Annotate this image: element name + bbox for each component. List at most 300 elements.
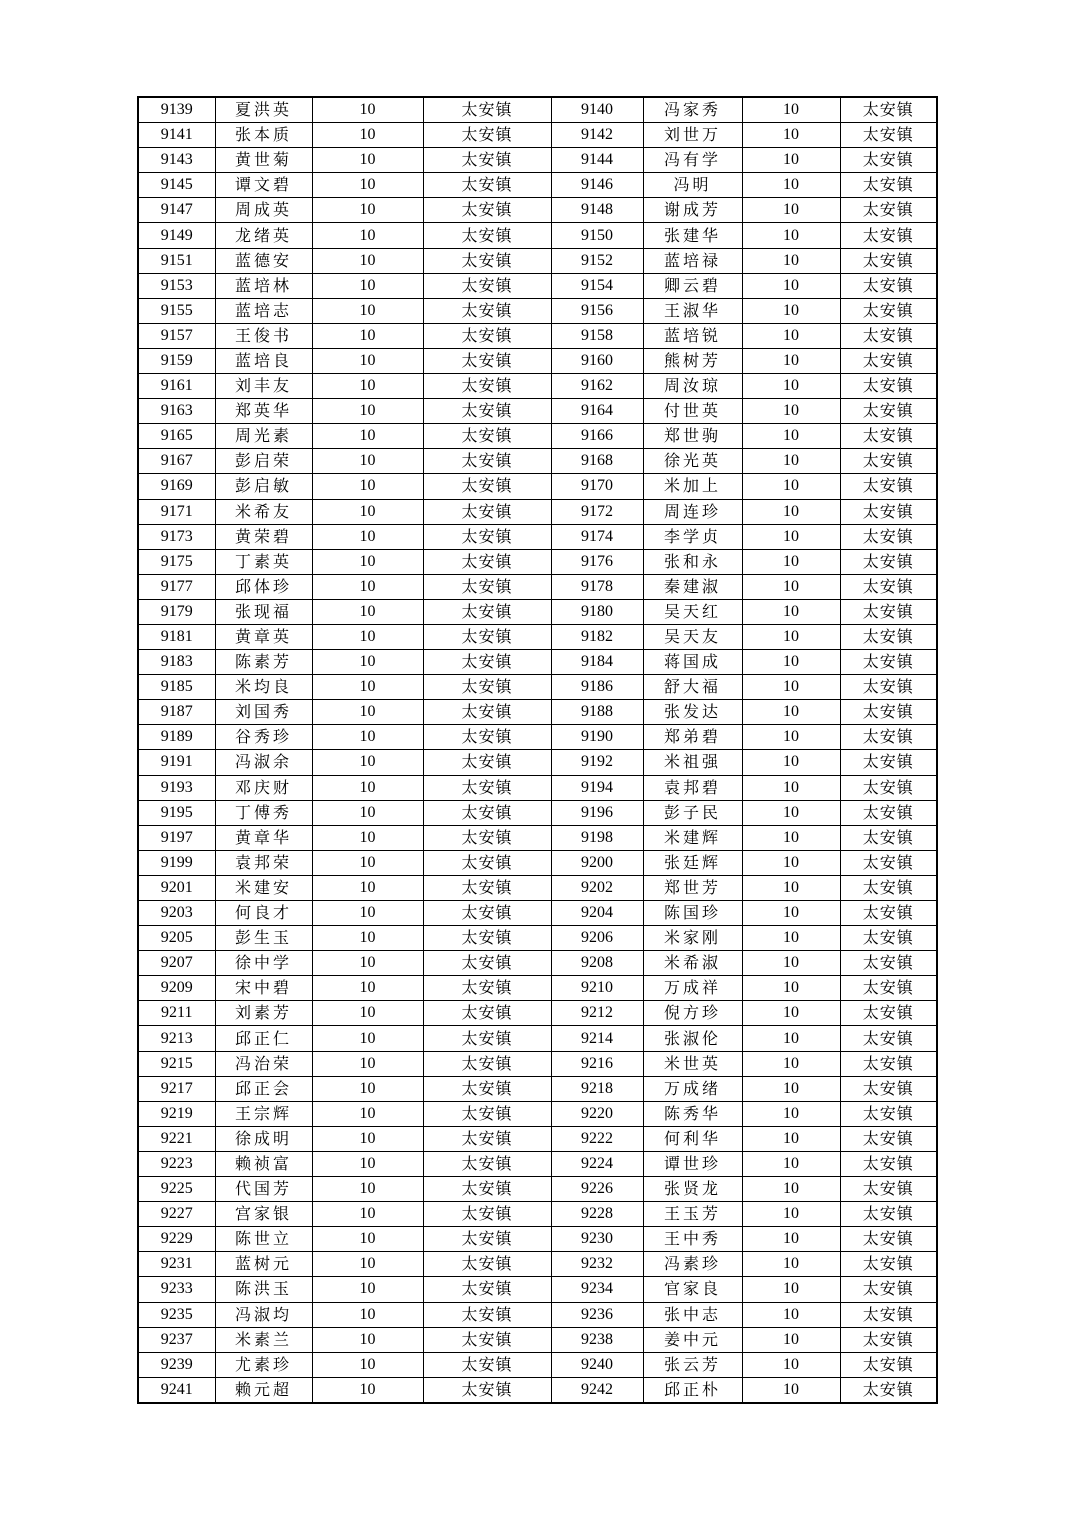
table-row <box>138 1252 937 1277</box>
right-amount-cell: 10 <box>742 97 840 123</box>
right-town-cell: 太安镇 <box>840 399 937 424</box>
left-amount-cell: 10 <box>312 901 423 926</box>
left-name-cell: 刘素芳 <box>215 1001 312 1026</box>
right-amount-cell: 10 <box>742 599 840 624</box>
right-amount-cell: 10 <box>742 574 840 599</box>
right-id-cell: 9178 <box>551 574 643 599</box>
right-town-cell: 太安镇 <box>840 1177 937 1202</box>
left-id-cell: 9221 <box>138 1126 215 1151</box>
right-id-cell: 9150 <box>551 223 643 248</box>
right-amount-cell: 10 <box>742 775 840 800</box>
left-amount-cell: 10 <box>312 825 423 850</box>
right-name-cell: 蓝培锐 <box>643 323 742 348</box>
right-name-cell: 冯素珍 <box>643 1252 742 1277</box>
right-town-cell: 太安镇 <box>840 901 937 926</box>
right-id-cell: 9204 <box>551 901 643 926</box>
right-amount-cell: 10 <box>742 675 840 700</box>
left-town-cell: 太安镇 <box>423 323 551 348</box>
right-amount-cell: 10 <box>742 148 840 173</box>
left-amount-cell: 10 <box>312 97 423 123</box>
left-amount-cell: 10 <box>312 1327 423 1352</box>
left-id-cell: 9151 <box>138 248 215 273</box>
right-town-cell: 太安镇 <box>840 976 937 1001</box>
table-row <box>138 1101 937 1126</box>
left-town-cell: 太安镇 <box>423 1352 551 1377</box>
right-id-cell: 9160 <box>551 348 643 373</box>
left-town-cell: 太安镇 <box>423 1252 551 1277</box>
right-amount-cell: 10 <box>742 901 840 926</box>
left-town-cell: 太安镇 <box>423 850 551 875</box>
left-name-cell: 蓝培志 <box>215 298 312 323</box>
left-town-cell: 太安镇 <box>423 1101 551 1126</box>
right-id-cell: 9168 <box>551 449 643 474</box>
left-town-cell: 太安镇 <box>423 223 551 248</box>
right-name-cell: 周连珍 <box>643 499 742 524</box>
left-id-cell: 9169 <box>138 474 215 499</box>
left-id-cell: 9143 <box>138 148 215 173</box>
left-town-cell: 太安镇 <box>423 1026 551 1051</box>
table-row <box>138 348 937 373</box>
table-row <box>138 750 937 775</box>
left-town-cell: 太安镇 <box>423 148 551 173</box>
right-name-cell: 李学贞 <box>643 524 742 549</box>
right-town-cell: 太安镇 <box>840 725 937 750</box>
left-town-cell: 太安镇 <box>423 424 551 449</box>
left-name-cell: 蓝树元 <box>215 1252 312 1277</box>
left-amount-cell: 10 <box>312 148 423 173</box>
left-town-cell: 太安镇 <box>423 123 551 148</box>
left-name-cell: 周光素 <box>215 424 312 449</box>
right-town-cell: 太安镇 <box>840 850 937 875</box>
right-amount-cell: 10 <box>742 875 840 900</box>
left-id-cell: 9149 <box>138 223 215 248</box>
left-name-cell: 彭生玉 <box>215 926 312 951</box>
left-id-cell: 9185 <box>138 675 215 700</box>
left-amount-cell: 10 <box>312 223 423 248</box>
left-id-cell: 9227 <box>138 1202 215 1227</box>
left-town-cell: 太安镇 <box>423 374 551 399</box>
right-amount-cell: 10 <box>742 1026 840 1051</box>
right-name-cell: 郑世驹 <box>643 424 742 449</box>
left-town-cell: 太安镇 <box>423 976 551 1001</box>
right-name-cell: 张云芳 <box>643 1352 742 1377</box>
right-id-cell: 9174 <box>551 524 643 549</box>
left-amount-cell: 10 <box>312 1202 423 1227</box>
table-row <box>138 1151 937 1176</box>
left-name-cell: 冯淑余 <box>215 750 312 775</box>
table-row <box>138 424 937 449</box>
right-town-cell: 太安镇 <box>840 1227 937 1252</box>
left-amount-cell: 10 <box>312 1151 423 1176</box>
table-row <box>138 524 937 549</box>
right-id-cell: 9214 <box>551 1026 643 1051</box>
right-name-cell: 郑世芳 <box>643 875 742 900</box>
left-id-cell: 9165 <box>138 424 215 449</box>
right-town-cell: 太安镇 <box>840 750 937 775</box>
right-id-cell: 9170 <box>551 474 643 499</box>
table-row <box>138 1277 937 1302</box>
left-id-cell: 9189 <box>138 725 215 750</box>
left-amount-cell: 10 <box>312 549 423 574</box>
right-name-cell: 倪方珍 <box>643 1001 742 1026</box>
right-town-cell: 太安镇 <box>840 374 937 399</box>
left-name-cell: 陈洪玉 <box>215 1277 312 1302</box>
right-id-cell: 9220 <box>551 1101 643 1126</box>
left-amount-cell: 10 <box>312 1126 423 1151</box>
table-row <box>138 298 937 323</box>
left-town-cell: 太安镇 <box>423 173 551 198</box>
right-town-cell: 太安镇 <box>840 574 937 599</box>
left-name-cell: 邓庆财 <box>215 775 312 800</box>
left-name-cell: 龙绪英 <box>215 223 312 248</box>
left-id-cell: 9239 <box>138 1352 215 1377</box>
right-amount-cell: 10 <box>742 424 840 449</box>
right-id-cell: 9180 <box>551 599 643 624</box>
left-name-cell: 郑英华 <box>215 399 312 424</box>
left-id-cell: 9181 <box>138 624 215 649</box>
left-town-cell: 太安镇 <box>423 298 551 323</box>
left-name-cell: 徐成明 <box>215 1126 312 1151</box>
left-town-cell: 太安镇 <box>423 1177 551 1202</box>
left-amount-cell: 10 <box>312 499 423 524</box>
left-id-cell: 9223 <box>138 1151 215 1176</box>
left-town-cell: 太安镇 <box>423 449 551 474</box>
right-town-cell: 太安镇 <box>840 875 937 900</box>
left-town-cell: 太安镇 <box>423 750 551 775</box>
table-row <box>138 650 937 675</box>
left-town-cell: 太安镇 <box>423 1001 551 1026</box>
right-name-cell: 米世英 <box>643 1051 742 1076</box>
left-name-cell: 彭启荣 <box>215 449 312 474</box>
left-town-cell: 太安镇 <box>423 198 551 223</box>
right-amount-cell: 10 <box>742 248 840 273</box>
right-id-cell: 9210 <box>551 976 643 1001</box>
table-row <box>138 173 937 198</box>
right-town-cell: 太安镇 <box>840 650 937 675</box>
left-name-cell: 米均良 <box>215 675 312 700</box>
left-amount-cell: 10 <box>312 1277 423 1302</box>
right-name-cell: 郑弟碧 <box>643 725 742 750</box>
left-amount-cell: 10 <box>312 1252 423 1277</box>
left-name-cell: 黄章华 <box>215 825 312 850</box>
table-row <box>138 374 937 399</box>
left-name-cell: 彭启敏 <box>215 474 312 499</box>
right-town-cell: 太安镇 <box>840 97 937 123</box>
right-id-cell: 9166 <box>551 424 643 449</box>
right-town-cell: 太安镇 <box>840 1151 937 1176</box>
right-id-cell: 9222 <box>551 1126 643 1151</box>
left-town-cell: 太安镇 <box>423 97 551 123</box>
table-row <box>138 1001 937 1026</box>
left-town-cell: 太安镇 <box>423 1227 551 1252</box>
table-row <box>138 549 937 574</box>
left-amount-cell: 10 <box>312 1001 423 1026</box>
table-row <box>138 97 937 123</box>
table-row <box>138 248 937 273</box>
right-town-cell: 太安镇 <box>840 1277 937 1302</box>
left-amount-cell: 10 <box>312 298 423 323</box>
right-amount-cell: 10 <box>742 1151 840 1176</box>
right-id-cell: 9172 <box>551 499 643 524</box>
right-id-cell: 9156 <box>551 298 643 323</box>
left-town-cell: 太安镇 <box>423 524 551 549</box>
left-town-cell: 太安镇 <box>423 725 551 750</box>
left-town-cell: 太安镇 <box>423 1126 551 1151</box>
left-name-cell: 宋中碧 <box>215 976 312 1001</box>
left-name-cell: 徐中学 <box>215 951 312 976</box>
left-name-cell: 丁傅秀 <box>215 800 312 825</box>
left-town-cell: 太安镇 <box>423 499 551 524</box>
right-id-cell: 9182 <box>551 624 643 649</box>
right-amount-cell: 10 <box>742 700 840 725</box>
left-amount-cell: 10 <box>312 1026 423 1051</box>
right-name-cell: 袁邦碧 <box>643 775 742 800</box>
right-name-cell: 陈国珍 <box>643 901 742 926</box>
left-town-cell: 太安镇 <box>423 825 551 850</box>
table-row <box>138 725 937 750</box>
table-row <box>138 449 937 474</box>
left-amount-cell: 10 <box>312 624 423 649</box>
right-amount-cell: 10 <box>742 1277 840 1302</box>
right-name-cell: 谭世珍 <box>643 1151 742 1176</box>
right-amount-cell: 10 <box>742 298 840 323</box>
left-amount-cell: 10 <box>312 123 423 148</box>
right-id-cell: 9212 <box>551 1001 643 1026</box>
table-row <box>138 323 937 348</box>
right-town-cell: 太安镇 <box>840 700 937 725</box>
table-row <box>138 675 937 700</box>
left-name-cell: 黄章英 <box>215 624 312 649</box>
left-amount-cell: 10 <box>312 875 423 900</box>
left-id-cell: 9209 <box>138 976 215 1001</box>
left-id-cell: 9161 <box>138 374 215 399</box>
right-name-cell: 冯明 <box>643 173 742 198</box>
left-name-cell: 邱正会 <box>215 1076 312 1101</box>
left-amount-cell: 10 <box>312 173 423 198</box>
table-row <box>138 123 937 148</box>
right-amount-cell: 10 <box>742 951 840 976</box>
left-amount-cell: 10 <box>312 976 423 1001</box>
left-name-cell: 米素兰 <box>215 1327 312 1352</box>
right-town-cell: 太安镇 <box>840 348 937 373</box>
right-amount-cell: 10 <box>742 1327 840 1352</box>
right-id-cell: 9218 <box>551 1076 643 1101</box>
left-town-cell: 太安镇 <box>423 348 551 373</box>
right-amount-cell: 10 <box>742 1202 840 1227</box>
right-town-cell: 太安镇 <box>840 323 937 348</box>
right-amount-cell: 10 <box>742 223 840 248</box>
right-name-cell: 米家刚 <box>643 926 742 951</box>
left-name-cell: 米希友 <box>215 499 312 524</box>
right-town-cell: 太安镇 <box>840 1001 937 1026</box>
table-row <box>138 1126 937 1151</box>
left-name-cell: 谭文碧 <box>215 173 312 198</box>
left-town-cell: 太安镇 <box>423 399 551 424</box>
left-amount-cell: 10 <box>312 800 423 825</box>
left-id-cell: 9177 <box>138 574 215 599</box>
right-id-cell: 9158 <box>551 323 643 348</box>
left-amount-cell: 10 <box>312 926 423 951</box>
left-id-cell: 9179 <box>138 599 215 624</box>
left-amount-cell: 10 <box>312 449 423 474</box>
left-id-cell: 9235 <box>138 1302 215 1327</box>
right-name-cell: 米建辉 <box>643 825 742 850</box>
table-row <box>138 198 937 223</box>
left-id-cell: 9213 <box>138 1026 215 1051</box>
left-town-cell: 太安镇 <box>423 549 551 574</box>
right-name-cell: 秦建淑 <box>643 574 742 599</box>
left-name-cell: 代国芳 <box>215 1177 312 1202</box>
left-town-cell: 太安镇 <box>423 1327 551 1352</box>
right-id-cell: 9230 <box>551 1227 643 1252</box>
left-amount-cell: 10 <box>312 248 423 273</box>
left-amount-cell: 10 <box>312 1177 423 1202</box>
right-amount-cell: 10 <box>742 399 840 424</box>
right-id-cell: 9140 <box>551 97 643 123</box>
right-name-cell: 张建华 <box>643 223 742 248</box>
left-id-cell: 9155 <box>138 298 215 323</box>
left-town-cell: 太安镇 <box>423 926 551 951</box>
left-name-cell: 何良才 <box>215 901 312 926</box>
right-id-cell: 9232 <box>551 1252 643 1277</box>
right-town-cell: 太安镇 <box>840 524 937 549</box>
left-town-cell: 太安镇 <box>423 1051 551 1076</box>
left-name-cell: 陈素芳 <box>215 650 312 675</box>
right-amount-cell: 10 <box>742 976 840 1001</box>
right-town-cell: 太安镇 <box>840 800 937 825</box>
table-row <box>138 1051 937 1076</box>
right-town-cell: 太安镇 <box>840 123 937 148</box>
left-town-cell: 太安镇 <box>423 700 551 725</box>
right-id-cell: 9202 <box>551 875 643 900</box>
right-amount-cell: 10 <box>742 750 840 775</box>
right-town-cell: 太安镇 <box>840 499 937 524</box>
table-row <box>138 926 937 951</box>
left-town-cell: 太安镇 <box>423 273 551 298</box>
right-name-cell: 吴天友 <box>643 624 742 649</box>
left-name-cell: 王俊书 <box>215 323 312 348</box>
left-id-cell: 9231 <box>138 1252 215 1277</box>
left-name-cell: 蓝培林 <box>215 273 312 298</box>
table-row <box>138 1327 937 1352</box>
right-amount-cell: 10 <box>742 725 840 750</box>
left-id-cell: 9225 <box>138 1177 215 1202</box>
right-name-cell: 吴天红 <box>643 599 742 624</box>
left-id-cell: 9163 <box>138 399 215 424</box>
right-name-cell: 冯家秀 <box>643 97 742 123</box>
left-name-cell: 邱正仁 <box>215 1026 312 1051</box>
right-id-cell: 9216 <box>551 1051 643 1076</box>
left-town-cell: 太安镇 <box>423 248 551 273</box>
right-amount-cell: 10 <box>742 173 840 198</box>
left-name-cell: 刘国秀 <box>215 700 312 725</box>
left-id-cell: 9183 <box>138 650 215 675</box>
table-row <box>138 850 937 875</box>
left-id-cell: 9159 <box>138 348 215 373</box>
table-row <box>138 1076 937 1101</box>
table-row <box>138 800 937 825</box>
left-id-cell: 9157 <box>138 323 215 348</box>
right-town-cell: 太安镇 <box>840 549 937 574</box>
table-row <box>138 273 937 298</box>
table-row <box>138 223 937 248</box>
left-id-cell: 9145 <box>138 173 215 198</box>
left-amount-cell: 10 <box>312 524 423 549</box>
right-id-cell: 9198 <box>551 825 643 850</box>
left-id-cell: 9217 <box>138 1076 215 1101</box>
left-town-cell: 太安镇 <box>423 901 551 926</box>
right-town-cell: 太安镇 <box>840 173 937 198</box>
right-amount-cell: 10 <box>742 474 840 499</box>
right-amount-cell: 10 <box>742 524 840 549</box>
right-town-cell: 太安镇 <box>840 599 937 624</box>
right-town-cell: 太安镇 <box>840 1101 937 1126</box>
right-id-cell: 9208 <box>551 951 643 976</box>
right-town-cell: 太安镇 <box>840 273 937 298</box>
table-row <box>138 951 937 976</box>
left-amount-cell: 10 <box>312 399 423 424</box>
right-town-cell: 太安镇 <box>840 1252 937 1277</box>
right-name-cell: 姜中元 <box>643 1327 742 1352</box>
left-town-cell: 太安镇 <box>423 1377 551 1403</box>
table-row <box>138 1302 937 1327</box>
left-id-cell: 9153 <box>138 273 215 298</box>
right-town-cell: 太安镇 <box>840 449 937 474</box>
right-amount-cell: 10 <box>742 1227 840 1252</box>
right-town-cell: 太安镇 <box>840 1302 937 1327</box>
left-amount-cell: 10 <box>312 1101 423 1126</box>
left-town-cell: 太安镇 <box>423 1076 551 1101</box>
table-row <box>138 976 937 1001</box>
right-id-cell: 9164 <box>551 399 643 424</box>
right-amount-cell: 10 <box>742 348 840 373</box>
right-id-cell: 9184 <box>551 650 643 675</box>
right-town-cell: 太安镇 <box>840 248 937 273</box>
right-amount-cell: 10 <box>742 650 840 675</box>
left-id-cell: 9237 <box>138 1327 215 1352</box>
left-name-cell: 米建安 <box>215 875 312 900</box>
left-amount-cell: 10 <box>312 374 423 399</box>
left-amount-cell: 10 <box>312 1302 423 1327</box>
right-amount-cell: 10 <box>742 1126 840 1151</box>
right-id-cell: 9176 <box>551 549 643 574</box>
right-town-cell: 太安镇 <box>840 1352 937 1377</box>
right-id-cell: 9186 <box>551 675 643 700</box>
right-amount-cell: 10 <box>742 624 840 649</box>
left-town-cell: 太安镇 <box>423 1151 551 1176</box>
table-row <box>138 1177 937 1202</box>
left-amount-cell: 10 <box>312 775 423 800</box>
left-id-cell: 9197 <box>138 825 215 850</box>
left-id-cell: 9187 <box>138 700 215 725</box>
right-name-cell: 王玉芳 <box>643 1202 742 1227</box>
right-name-cell: 张淑伦 <box>643 1026 742 1051</box>
right-id-cell: 9154 <box>551 273 643 298</box>
left-amount-cell: 10 <box>312 850 423 875</box>
left-amount-cell: 10 <box>312 750 423 775</box>
left-id-cell: 9229 <box>138 1227 215 1252</box>
table-row <box>138 624 937 649</box>
left-amount-cell: 10 <box>312 198 423 223</box>
right-amount-cell: 10 <box>742 1377 840 1403</box>
table-row <box>138 499 937 524</box>
roster-table <box>137 96 938 1404</box>
right-name-cell: 熊树芳 <box>643 348 742 373</box>
left-amount-cell: 10 <box>312 348 423 373</box>
right-name-cell: 米希淑 <box>643 951 742 976</box>
right-id-cell: 9142 <box>551 123 643 148</box>
right-name-cell: 米加上 <box>643 474 742 499</box>
